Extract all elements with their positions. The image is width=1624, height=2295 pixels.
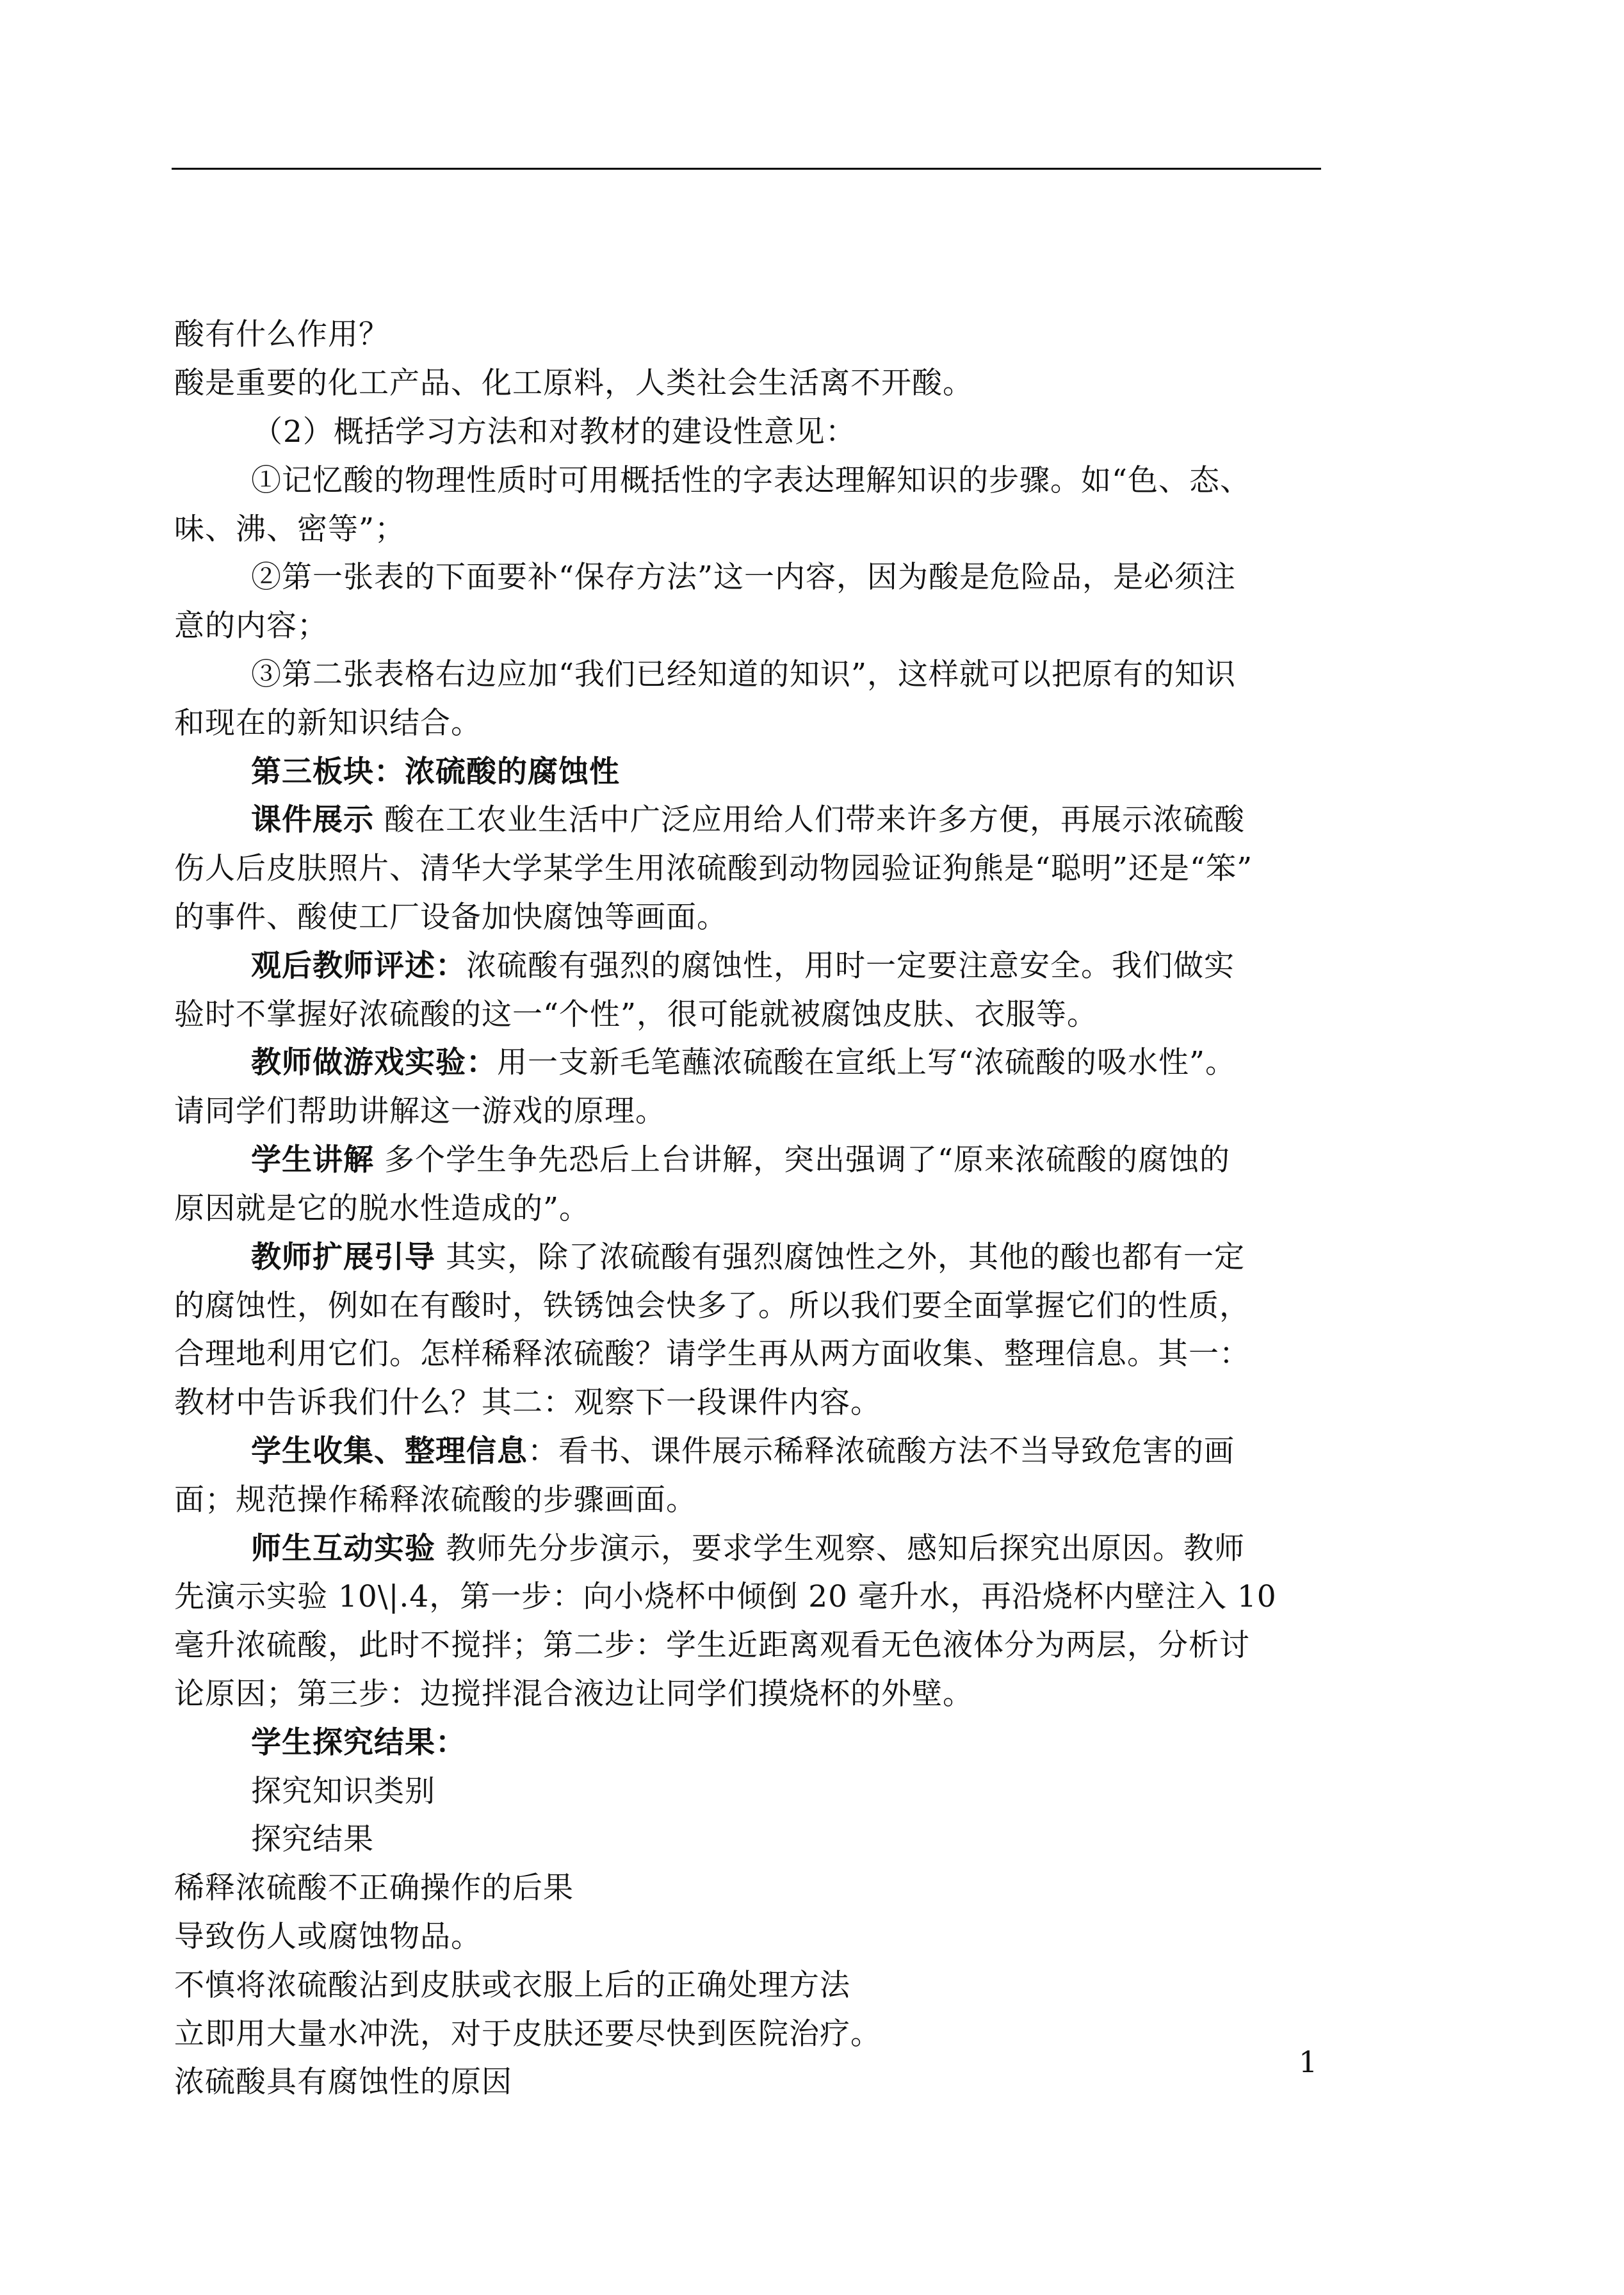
text-line: ③第二张表格右边应加“我们已经知道的知识”，这样就可以把原有的知识 bbox=[251, 657, 1237, 692]
text-line: 论原因；第三步：边搅拌混合液边让同学们摸烧杯的外壁。 bbox=[174, 1676, 973, 1712]
text-line: 酸有什么作用？ bbox=[174, 317, 389, 352]
table-header-result: 探究结果 bbox=[251, 1822, 374, 1857]
text-line: 验时不掌握好浓硫酸的这一“个性”，很可能就被腐蚀皮肤、衣服等。 bbox=[174, 997, 1098, 1032]
page-number: 1 bbox=[1299, 2045, 1318, 2079]
text-span: 其实，除了浓硫酸有强烈腐蚀性之外，其他的酸也都有一定 bbox=[445, 1240, 1245, 1275]
text-line bbox=[251, 947, 1404, 985]
text-line: 学生收集、整理信息：看书、课件展示稀释浓硫酸方法不当导致危害的画 bbox=[251, 1434, 1235, 1469]
text-line bbox=[251, 1530, 1404, 1568]
text-line: ②第一张表的下面要补“保存方法”这一内容，因为酸是危险品，是必须注 bbox=[251, 560, 1237, 595]
text-span: 多个学生争先恐后上台讲解，突出强调了“原来浓硫酸的腐蚀的 bbox=[384, 1142, 1230, 1178]
text-line bbox=[251, 1141, 1404, 1180]
student-explain-label: 学生讲解 bbox=[251, 1142, 374, 1178]
table-cell: 立即用大量水冲洗，对于皮肤还要尽快到医院治疗。 bbox=[174, 2016, 881, 2052]
text-span: 浓硫酸有强烈的腐蚀性，用时一定要注意安全。我们做实 bbox=[466, 948, 1235, 984]
table-cell: 导致伤人或腐蚀物品。 bbox=[174, 1919, 482, 1954]
text-line: 和现在的新知识结合。 bbox=[174, 706, 482, 741]
text-line: 原因就是它的脱水性造成的”。 bbox=[174, 1191, 590, 1226]
text-line: 毫升浓硫酸，此时不搅拌；第二步：学生近距离观看无色液体分为两层，分析讨 bbox=[174, 1628, 1250, 1663]
student-collect-label: 学生收集、整理信息 bbox=[251, 1434, 528, 1469]
text-span: 酸在工农业生活中广泛应用给人们带来许多方便，再展示浓硫酸 bbox=[384, 802, 1245, 838]
text-span: 教师先分步演示，要求学生观察、感知后探究出原因。教师 bbox=[445, 1531, 1245, 1566]
text-line: 伤人后皮肤照片、清华大学某学生用浓硫酸到动物园验证狗熊是“聪明”还是“笨” bbox=[174, 851, 1253, 886]
teacher-game-label: 教师做游戏实验： bbox=[251, 1045, 497, 1080]
text-line: （2）概括学习方法和对教材的建设性意见： bbox=[252, 414, 856, 450]
text-line: ①记忆酸的物理性质时可用概括性的字表达理解知识的步骤。如“色、态、 bbox=[251, 463, 1251, 498]
table-cell: 稀释浓硫酸不正确操作的后果 bbox=[174, 1870, 574, 1906]
table-cell: 浓硫酸具有腐蚀性的原因 bbox=[174, 2064, 512, 2100]
header-rule bbox=[172, 168, 1321, 170]
table-header-category: 探究知识类别 bbox=[251, 1774, 435, 1809]
courseware-label: 课件展示 bbox=[251, 802, 374, 838]
text-line: 酸是重要的化工产品、化工原料，人类社会生活离不开酸。 bbox=[174, 366, 973, 401]
text-line bbox=[251, 1044, 1404, 1082]
text-line: 意的内容； bbox=[174, 608, 328, 644]
section-heading: 第三板块：浓硫酸的腐蚀性 bbox=[251, 754, 620, 790]
text-span: 用一支新毛笔蘸浓硫酸在宣纸上写“浓硫酸的吸水性”。 bbox=[497, 1045, 1237, 1080]
text-line: 面；规范操作稀释浓硫酸的步骤画面。 bbox=[174, 1482, 697, 1518]
teacher-comment-label: 观后教师评述： bbox=[251, 948, 466, 984]
text-span: 看书、课件展示稀释浓硫酸方法不当导致危害的画 bbox=[558, 1434, 1235, 1469]
table-cell: 不慎将浓硫酸沾到皮肤或衣服上后的正确处理方法 bbox=[174, 1968, 850, 2003]
text-line: 先演示实验 10\|.4，第一步：向小烧杯中倾倒 20 毫升水，再沿烧杯内壁注入 10 bbox=[174, 1579, 1277, 1614]
interactive-exp-label: 师生互动实验 bbox=[251, 1531, 435, 1566]
teacher-extend-label: 教师扩展引导 bbox=[251, 1240, 435, 1275]
text-line bbox=[251, 1238, 1404, 1277]
text-line bbox=[251, 801, 1404, 839]
text-line: 请同学们帮助讲解这一游戏的原理。 bbox=[174, 1094, 666, 1129]
subheading: 学生探究结果： bbox=[251, 1725, 466, 1760]
text-line: 教材中告诉我们什么？其二：观察下一段课件内容。 bbox=[174, 1385, 881, 1420]
text-line: 的腐蚀性，例如在有酸时，铁锈蚀会快多了。所以我们要全面掌握它们的性质， bbox=[174, 1288, 1250, 1324]
text-line: 合理地利用它们。怎样稀释浓硫酸？请学生再从两方面收集、整理信息。其一： bbox=[174, 1336, 1250, 1372]
text-line: 味、沸、密等”； bbox=[174, 512, 406, 547]
text-line: 的事件、酸使工厂设备加快腐蚀等画面。 bbox=[174, 900, 727, 935]
